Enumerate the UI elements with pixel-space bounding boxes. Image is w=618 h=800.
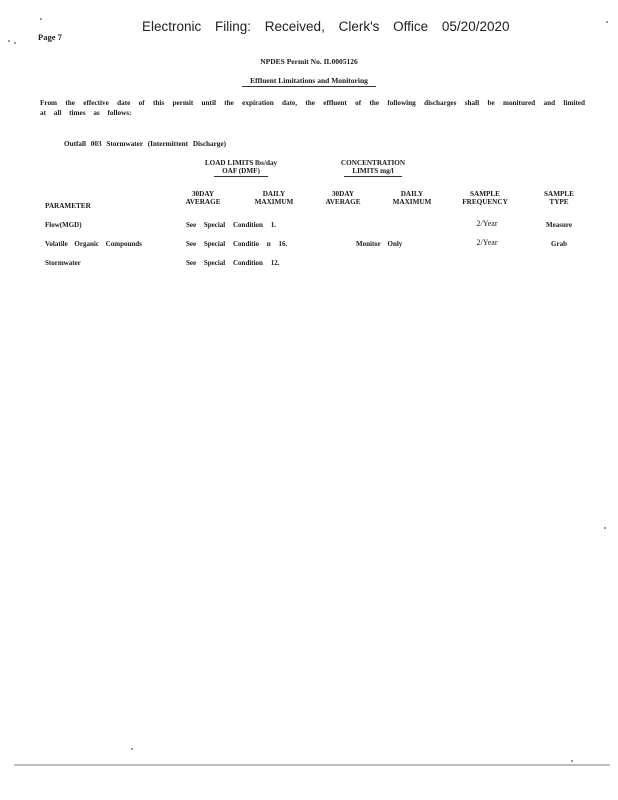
- row-1-type: Measure: [546, 221, 572, 229]
- row-2-frequency: 2/Year: [476, 238, 498, 247]
- scan-speck: [40, 18, 42, 20]
- filing-stamp: Electronic Filing: Received, Clerk's Office 05/20/2020: [142, 19, 510, 34]
- col-conc-30day-l2: AVERAGE: [325, 198, 361, 206]
- col-load-30day-l2: AVERAGE: [185, 198, 221, 206]
- col-parameter: PARAMETER: [45, 202, 91, 210]
- col-sample-frequency-l1: SAMPLE: [470, 190, 500, 198]
- scan-speck: [571, 760, 573, 762]
- row-1-parameter: Flow(MGD): [45, 221, 82, 229]
- col-load-daily: [246, 190, 302, 206]
- row-2-type: Grab: [551, 240, 567, 248]
- row-1-load: See Special Condition 1.: [186, 221, 276, 229]
- col-conc-30day-l1: 30DAY: [331, 190, 355, 198]
- outfall-label: Outfall 003 Stormwater (Intermittent Discharge): [64, 140, 226, 148]
- scan-speck: [131, 748, 133, 750]
- col-load-daily-l2: MAXIMUM: [254, 198, 294, 206]
- permit-number: NPDES Permit No. IL0005126: [260, 57, 358, 66]
- load-limits-header: [186, 159, 296, 177]
- section-title-text: Effluent Limitations and Monitoring: [242, 76, 376, 87]
- concentration-limits-title: CONCENTRATION: [340, 159, 406, 167]
- col-conc-daily: [382, 190, 442, 206]
- row-2-parameter: Volatile Organic Compounds: [45, 240, 142, 248]
- row-3-parameter: Stormwater: [45, 259, 81, 267]
- scan-speck: [14, 42, 16, 44]
- page-bottom-rule: [14, 764, 610, 766]
- load-limits-title: LOAD LIMITS lbs/day: [204, 159, 278, 167]
- load-limits-sub: OAF (DMF): [214, 167, 268, 177]
- col-sample-type: [534, 190, 584, 206]
- row-2-load: See Special Conditio n 16.: [186, 240, 288, 248]
- col-sample-type-l1: SAMPLE: [544, 190, 574, 198]
- col-sample-frequency: [455, 190, 515, 206]
- col-conc-daily-l2: MAXIMUM: [392, 198, 432, 206]
- scan-speck: [604, 527, 606, 529]
- col-sample-frequency-l2: FREQUENCY: [462, 198, 508, 206]
- section-title: [0, 76, 618, 87]
- col-conc-30day: [318, 190, 368, 206]
- concentration-limits-header: [318, 159, 428, 177]
- row-3-load: See Special Condition 12.: [186, 259, 280, 267]
- scan-speck: [606, 21, 608, 23]
- concentration-limits-sub: LIMITS mg/l: [344, 167, 401, 177]
- col-sample-type-l2: TYPE: [549, 198, 569, 206]
- col-load-30day: [178, 190, 228, 206]
- col-load-30day-l1: 30DAY: [191, 190, 215, 198]
- intro-paragraph: From the effective date of this permit until the expiration date, the effluent of the following discharges shall be monitured and limited at all times as follows:: [40, 99, 585, 117]
- scan-speck: [8, 40, 10, 42]
- col-load-daily-l1: DAILY: [262, 190, 286, 198]
- col-conc-daily-l1: DAILY: [400, 190, 424, 198]
- page-number: Page 7: [38, 32, 62, 42]
- row-1-frequency: 2/Year: [476, 219, 498, 228]
- row-2-conc: Monitor Only: [356, 240, 403, 248]
